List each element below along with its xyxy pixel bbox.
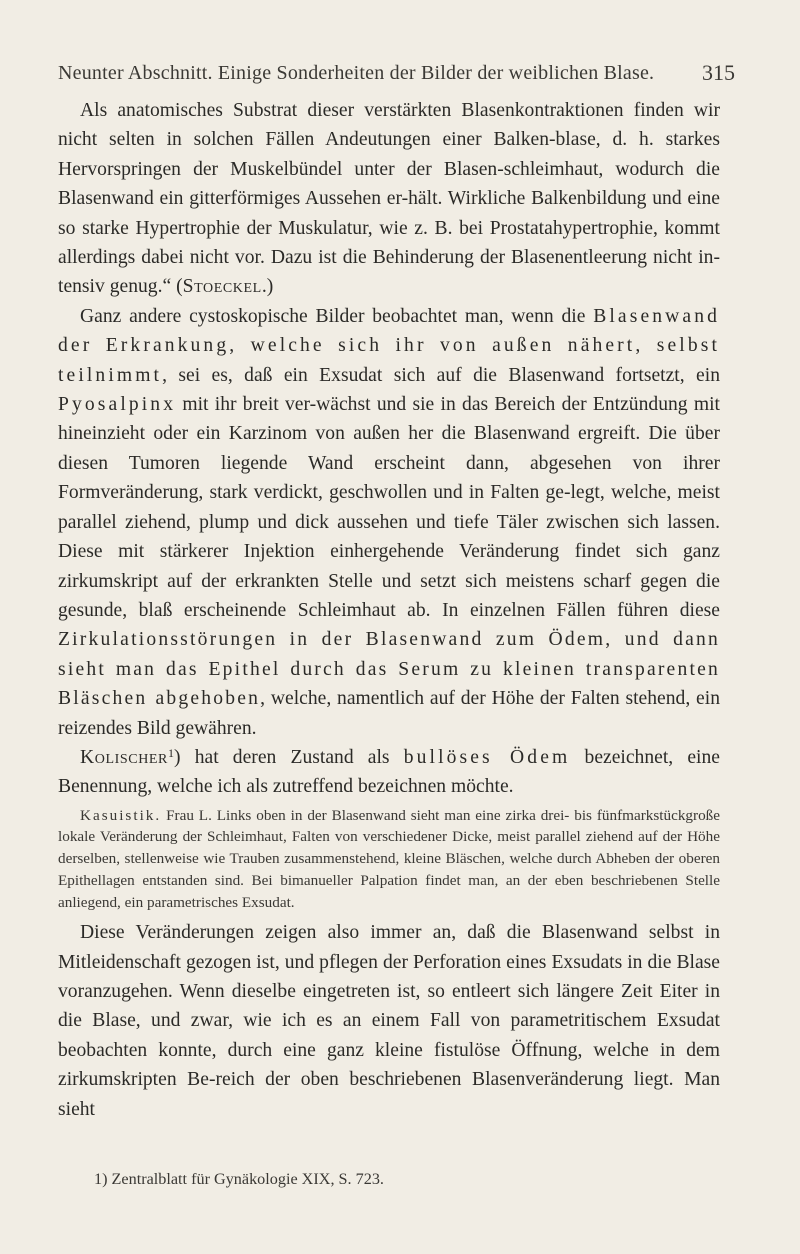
p3-c: bezeichnet, eine Benennung, welche ich als zutreffend bezeichnen möchte. bbox=[58, 746, 720, 798]
footnote-ref: 1 bbox=[168, 745, 174, 760]
p1-text: Als anatomisches Substrat dieser verstärkten Blasenkontraktionen finden wir nicht selten in solchen Fällen Andeutungen einer Balken-blase, d. h. starkes Hervorspringen der Muskelbündel unter der Blasen-schleimhaut, wodurch die Blasenwand ein gitterförmiges Aussehen er-hält. Wirkliche Balkenbildung und eine so starke Hypertrophie der Muskulatur, wie z. B. bei Prostatahypertrophie, kommt allerdings dabei nicht vor. Dazu ist die Behinderung der Blasenentleerung nicht in-tensiv genug.“ ( bbox=[58, 100, 720, 298]
paragraph-3 bbox=[58, 743, 720, 802]
p2-b-spaced: Blasenwand der Erkrankung, welche sich ihr von außen nähert, selbst teilnimmt bbox=[58, 305, 720, 386]
p1-author: Stoeckel bbox=[182, 276, 262, 298]
case-text: Frau L. Links oben in der Blasenwand sieht man eine zirka drei- bis fünfmarkstückgroße lokale Veränderung der Schleimhaut, Falten von verschiedener Dicke, meist parallel ziehend auf der Höhe derselben, stellenweise wie Trauben zusammenstehend, kleine Bläschen, welche durch Abheben der oberen Epithellagen entstanden sind. Bei bimanueller Palpation findet man, an der eben beschriebenen Stelle anliegend, ein parametrisches Exsudat. bbox=[58, 806, 720, 911]
paragraph-1 bbox=[58, 96, 720, 302]
footnote: 1) Zentralblatt für Gynäkologie XIX, S. 723. bbox=[94, 1170, 384, 1188]
paragraph-4 bbox=[58, 918, 720, 1124]
running-header bbox=[0, 62, 800, 90]
case-label: Kasuistik. bbox=[80, 806, 162, 824]
p3-b-spaced: bullöses Ödem bbox=[403, 746, 571, 768]
p2-c: , sei es, daß ein Exsudat sich auf die Blasenwand fortsetzt, ein bbox=[162, 364, 720, 386]
body-text bbox=[58, 96, 720, 1124]
header-title: Neunter Abschnitt. Einige Sonderheiten der Bilder der weiblichen Blase. bbox=[58, 62, 655, 84]
p3-author: Kolischer bbox=[80, 746, 168, 768]
page-number: 315 bbox=[702, 60, 735, 85]
p1-end: .) bbox=[261, 276, 274, 298]
p2-g: , welche, namentlich auf der Höhe der Falten stehend, ein reizendes Bild gewähren. bbox=[58, 688, 720, 739]
p2-a: Ganz andere cystoskopische Bilder beobachtet man, wenn die bbox=[80, 305, 586, 327]
p2-f-spaced: Zirkulationsstörungen in der Blasenwand zum Ödem, und dann sieht man das Epithel durch das Serum zu kleinen transparenten Bläschen abgehoben bbox=[58, 629, 720, 710]
case-paragraph bbox=[58, 805, 720, 914]
p2-d-spaced: Pyosalpinx bbox=[58, 394, 177, 416]
p4-text: Diese Veränderungen zeigen also immer an, daß die Blasenwand selbst in Mitleidenschaft gezogen ist, und pflegen der Perforation eines Exsudats in die Blase voranzugehen. Wenn dieselbe eingetreten ist, so entleert sich längere Zeit Eiter in die Blase, und zwar, wie ich es an einem Fall von parametritischem Exsudat beobachten konnte, durch eine ganz kleine fistulöse Öffnung, welche in dem zirkumskripten Be-reich der oben beschriebenen Blasenveränderung liegt. Man sieht bbox=[58, 922, 720, 1120]
p2-e: mit ihr breit ver-wächst und sie in das Bereich der Entzündung mit hineinzieht oder ein Karzinom von außen her die Blasenwand ergreift. Die über diesen Tumoren liegende Wand erscheint dann, abgesehen von ihrer Formveränderung, stark verdickt, geschwollen und in Falten ge-legt, welche, meist parallel ziehend, plump und dick aussehen und tiefe Täler zwischen sich lassen. Diese mit stärkerer Injektion einhergehende Veränderung findet sich ganz zirkumskript auf der erkrankten Stelle und setzt sich meistens scharf gegen die gesunde, blaß erscheinende Schleimhaut ab. In einzelnen Fällen führen diese bbox=[58, 394, 720, 621]
case-report bbox=[58, 805, 720, 914]
paragraph-2 bbox=[58, 302, 720, 743]
p3-a: ) hat deren Zustand als bbox=[174, 746, 390, 768]
